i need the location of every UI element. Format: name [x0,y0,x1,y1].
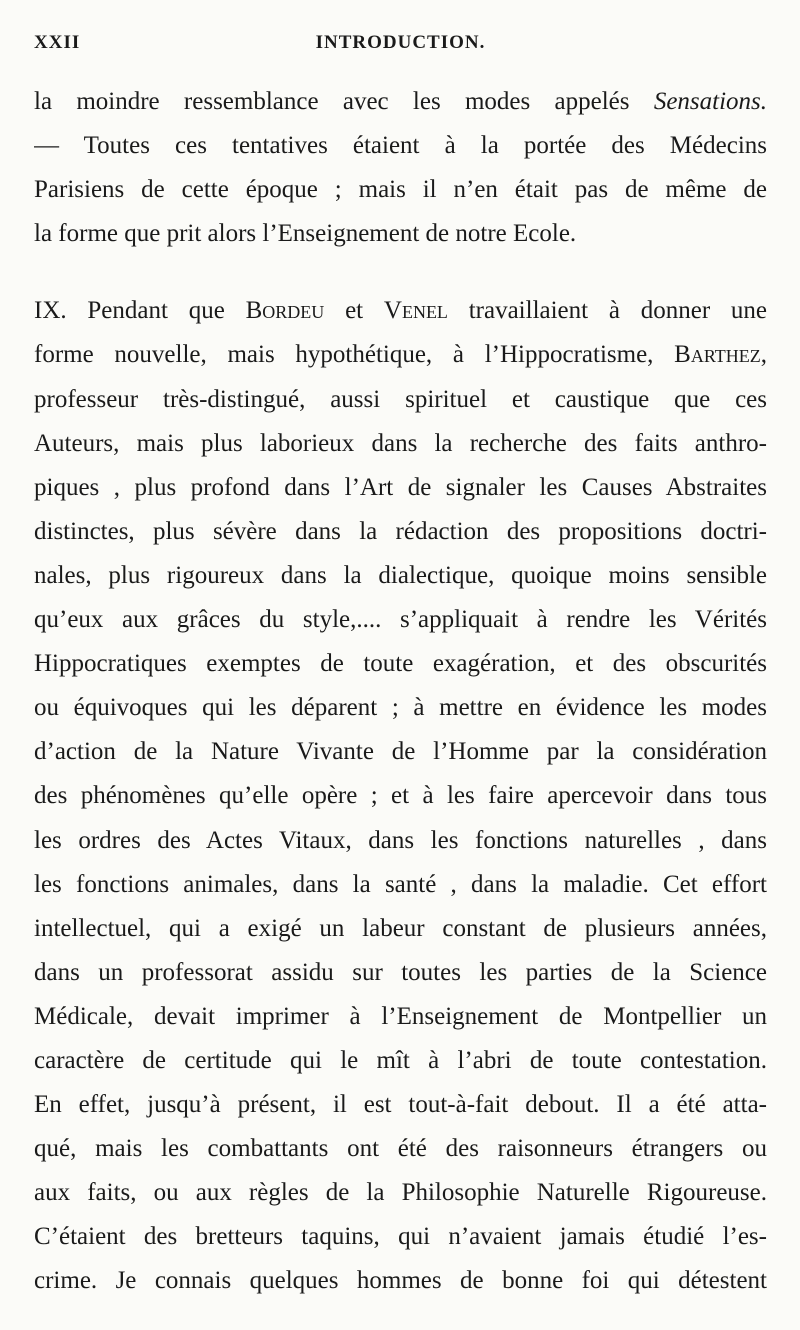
text-line: Médicale, devait imprimer à l’Enseignement de Montpellier un [34,1002,767,1030]
author-name: Bordeu [245,297,325,325]
italic-term: Sensations. [653,88,767,115]
text-line: professeur très-distingué, aussi spirituel et caustique que ces [34,385,767,413]
text-line: d’action de la Nature Vivante de l’Homme par la considération [34,738,767,766]
text-line: IX. Pendant que Bordeu et Venel travaillaient à donner une [34,297,767,325]
page-number: XXII [34,32,81,53]
text-line: la forme que prit alors l’Enseignement de notre Ecole. [34,220,577,248]
author-name: Barthez, [674,341,767,369]
text-line: — Toutes ces tentatives étaient à la portée des Médecins [34,132,767,160]
running-title: INTRODUCTION. [315,32,486,53]
text-line: Hippocratiques exemptes de toute exagération, et des obscurités [34,650,767,678]
page-header [34,32,767,62]
paragraph-1 [34,80,767,256]
text-line: C’étaient des bretteurs taquins, qui n’avaient jamais étudié l’es- [34,1223,767,1251]
paragraph-gap [34,256,767,289]
author-name: Venel [383,297,448,325]
text-line: piques , plus profond dans l’Art de signaler les Causes Abstraites [34,473,767,501]
text-line: crime. Je connais quelques hommes de bonne foi qui détestent [34,1267,767,1295]
text-line: Parisiens de cette époque ; mais il n’en était pas de même de [34,176,767,204]
text-line: les ordres des Actes Vitaux, dans les fonctions naturelles , dans [34,826,767,854]
text-line: ou équivoques qui les déparent ; à mettre en évidence les modes [34,694,767,722]
body-text [34,80,767,1304]
text-line: distinctes, plus sévère dans la rédaction des propositions doctri- [34,517,767,545]
text-line: qué, mais les combattants ont été des raisonneurs étrangers ou [34,1135,767,1163]
text-line: aux faits, ou aux règles de la Philosophie Naturelle Rigoureuse. [34,1179,767,1207]
text-line: des phénomènes qu’elle opère ; et à les faire apercevoir dans tous [34,782,767,810]
text-line: nales, plus rigoureux dans la dialectique, quoique moins sensible [34,561,767,589]
text-line: Auteurs, mais plus laborieux dans la recherche des faits anthro- [34,429,767,457]
paragraph-2 [34,289,767,1303]
text-line: caractère de certitude qui le mît à l’abri de toute contestation. [34,1046,767,1074]
text-line: qu’eux aux grâces du style,.... s’appliquait à rendre les Vérités [34,606,767,634]
text-line: les fonctions animales, dans la santé , dans la maladie. Cet effort [34,870,767,898]
text-line: En effet, jusqu’à présent, il est tout-à-fait debout. Il a été atta- [34,1091,767,1119]
text-line: intellectuel, qui a exigé un labeur constant de plusieurs années, [34,914,767,942]
text-line: forme nouvelle, mais hypothétique, à l’Hippocratisme, Barthez, [34,341,767,369]
text-line: dans un professorat assidu sur toutes les parties de la Science [34,958,767,986]
text-line: la moindre ressemblance avec les modes appelés Sensations. [34,88,767,115]
